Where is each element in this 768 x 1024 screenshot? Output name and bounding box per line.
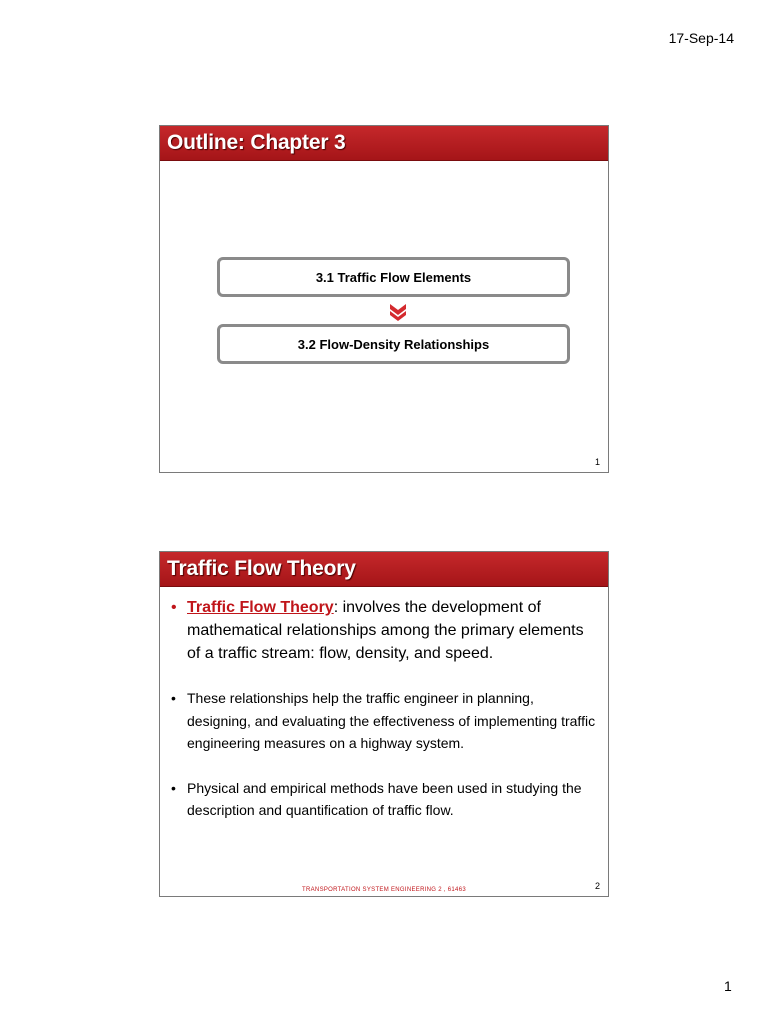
slide-traffic-flow-theory [159, 551, 609, 897]
slide-number: 1 [594, 457, 600, 467]
bullet-definition [170, 596, 598, 665]
outline-item-traffic-flow-elements: 3.1 Traffic Flow Elements [217, 257, 570, 297]
bullet-methods: • Physical and empirical methods have been used in studying the description and quantification of traffic flow. [170, 777, 598, 822]
bullet-relationships: • These relationships help the traffic engineer in planning, designing, and evaluating the effectiveness of implementing traffic engineering measures on a highway system. [170, 687, 598, 755]
slide-title: Outline: Chapter 3 [167, 131, 346, 154]
slide-title-bar [160, 126, 608, 161]
chevron-down-icon [388, 302, 408, 322]
term-traffic-flow-theory: Traffic Flow Theory [187, 599, 334, 616]
bullet-definition-text: : involves the development of mathematical relationships among the primary elements of a traffic stream: flow, density, and speed. [187, 599, 584, 662]
outline-item-flow-density: 3.2 Flow-Density Relationships [217, 324, 570, 364]
bullet-list [170, 596, 598, 822]
slide-title-bar [160, 552, 608, 587]
page-number: 1 [724, 978, 732, 994]
date-header: 17-Sep-14 [668, 30, 734, 46]
slide-number: 2 [594, 881, 600, 891]
slide-footer: TRANSPORTATION SYSTEM ENGINEERING 2 , 61463 [302, 887, 466, 893]
slide-outline [159, 125, 609, 473]
slide-title: Traffic Flow Theory [167, 557, 356, 580]
